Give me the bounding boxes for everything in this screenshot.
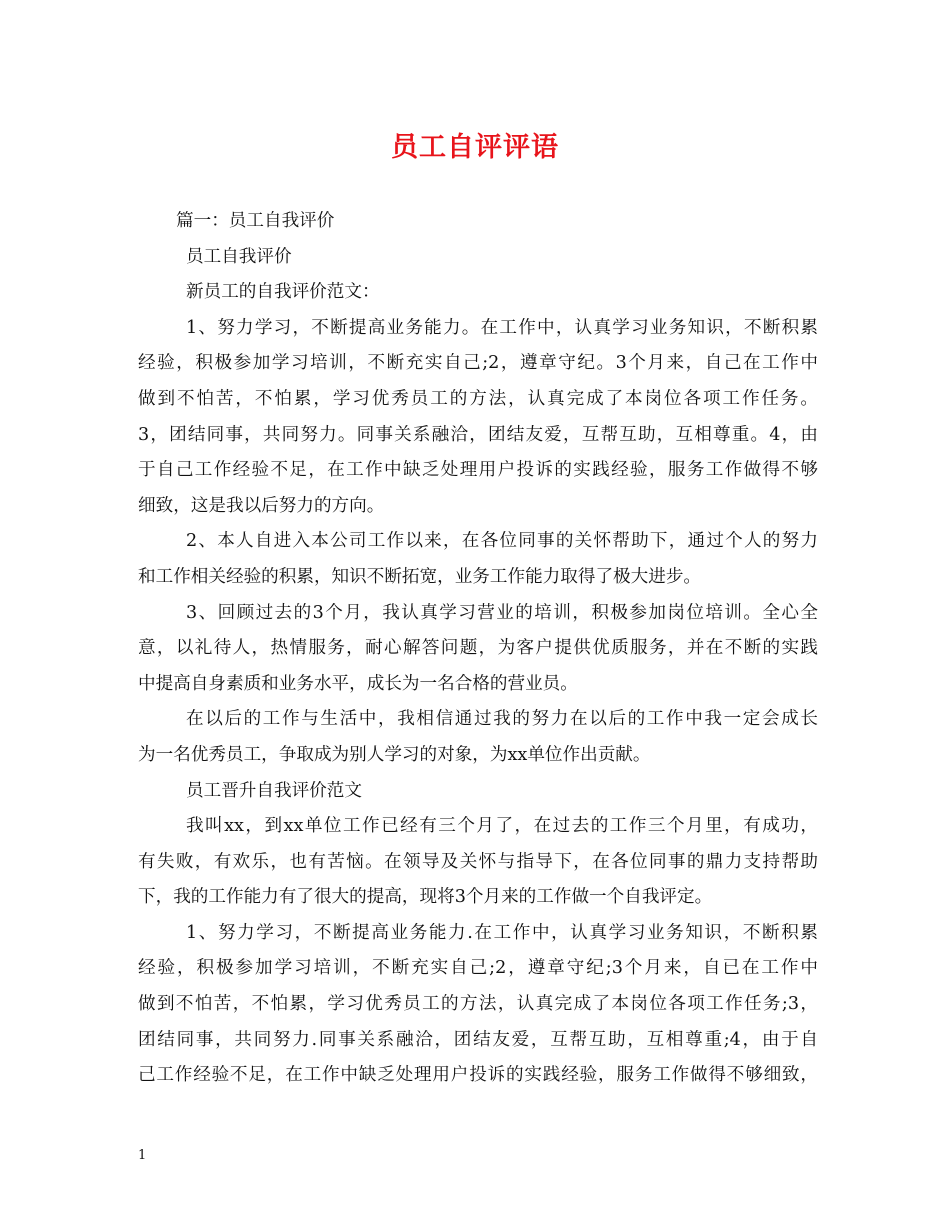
text-line: 经验，积极参加学习培训，不断充实自己;2，遵章守纪;3个月来，自已在工作中 xyxy=(138,958,818,979)
text-line: 1、努力学习，不断提高业务能力.在工作中，认真学习业务知识，不断积累 xyxy=(186,922,818,943)
text-line: 做到不怕苦，不怕累，学习优秀员工的方法，认真完成了本岗位各项工作任务。 xyxy=(138,388,818,409)
text-line: 团结同事，共同努力.同事关系融洽，团结友爱，互帮互助，互相尊重;4，由于自 xyxy=(138,1029,818,1050)
page-number: 1 xyxy=(138,1148,147,1163)
text-line: 有失败，有欢乐，也有苦恼。在领导及关怀与指导下，在各位同事的鼎力支持帮助 xyxy=(138,851,818,872)
text-line: 意，以礼待人，热情服务，耐心解答问题，为客户提供优质服务，并在不断的实践 xyxy=(138,638,818,659)
text-line: 3，团结同事，共同努力。同事关系融洽，团结友爱，互帮互助，互相尊重。4，由 xyxy=(138,424,818,445)
text-line: 中提高自身素质和业务水平，成长为一名合格的营业员。 xyxy=(138,673,578,694)
text-line: 于自己工作经验不足，在工作中缺乏处理用户投诉的实践经验，服务工作做得不够 xyxy=(138,460,818,481)
document-title: 员工自评评语 xyxy=(391,132,559,163)
text-line: 3、回顾过去的3个月，我认真学习营业的培训，积极参加岗位培训。全心全 xyxy=(186,602,818,623)
text-line: 下，我的工作能力有了很大的提高，现将3个月来的工作做一个自我评定。 xyxy=(138,887,713,908)
text-line: 2、本人自进入本公司工作以来，在各位同事的关怀帮助下，通过个人的努力 xyxy=(186,531,818,552)
text-line: 经验，积极参加学习培训，不断充实自己;2，遵章守纪。3个月来，自己在工作中 xyxy=(138,353,818,374)
text-line: 我叫xx，到xx单位工作已经有三个月了，在过去的工作三个月里，有成功， xyxy=(186,816,818,837)
text-line: 己工作经验不足，在工作中缺乏处理用户投诉的实践经验，服务工作做得不够细致， xyxy=(138,1065,818,1086)
text-line: 为一名优秀员工，争取成为别人学习的对象，为xx单位作出贡献。 xyxy=(138,744,651,765)
text-line: 在以后的工作与生活中，我相信通过我的努力在以后的工作中我一定会成长 xyxy=(186,709,818,730)
text-line: 1、努力学习，不断提高业务能力。在工作中，认真学习业务知识，不断积累 xyxy=(186,317,818,338)
text-line: 细致，这是我以后努力的方向。 xyxy=(138,495,385,516)
text-line: 篇一：员工自我评价 xyxy=(176,211,335,231)
document-body xyxy=(138,204,818,1094)
text-line: 做到不怕苦，不怕累，学习优秀员工的方法，认真完成了本岗位各项工作任务;3， xyxy=(138,994,818,1015)
text-line: 新员工的自我评价范文： xyxy=(186,282,380,303)
text-line: 员工自我评价 xyxy=(186,246,292,267)
text-line: 和工作相关经验的积累，知识不断拓宽，业务工作能力取得了极大进步。 xyxy=(138,566,702,587)
text-line: 员工晋升自我评价范文 xyxy=(186,780,362,801)
